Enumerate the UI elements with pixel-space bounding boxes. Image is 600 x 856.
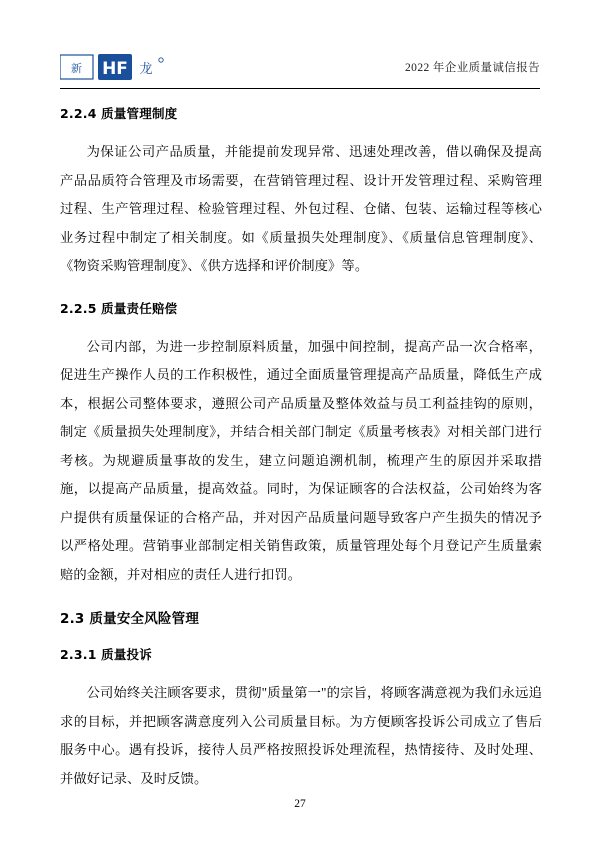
paragraph-2-2-4-1: 为保证公司产品质量，并能提前发现异常、迅速处理改善，借以确保及提高产品品质符合管理及市场需要，在营销管理过程、设计开发管理过程、采购管理过程、生产管理过程、检验管理过程、外包过程、仓储、包装、运输过程等核心业务过程中制定了相关制度。如《质量损失处理制度》、《质量信息管理制度》、《物资采购管理制度》、《供方选择和评价制度》等。 (60, 144, 542, 273)
svg-text:HF: HF (102, 59, 128, 79)
spacer (60, 281, 542, 299)
spacer (60, 122, 542, 138)
spacer (60, 589, 542, 607)
company-logo (60, 50, 170, 84)
header-divider (60, 88, 540, 89)
heading-2-2-4: 2.2.4 质量管理制度 (60, 106, 178, 121)
paragraph-2-3-1-1: 公司始终关注顾客要求，贯彻"质量第一"的宗旨，将顾客满意视为我们永远追求的目标，并把顾客满意度列入公司质量目标。为方便顾客投诉公司成立了售后服务中心。遇有投诉，接待人员严格按照投诉处理流程，热情接待、及时处理、并做好记录、及时反馈。 (60, 685, 542, 786)
page-footer (0, 798, 600, 810)
spacer (60, 663, 542, 679)
svg-text:新: 新 (71, 62, 82, 75)
header-title: 2022 年企业质量诚信报告 (405, 62, 540, 74)
svg-text:龙: 龙 (139, 62, 153, 77)
spacer (60, 317, 542, 333)
page-header (60, 48, 540, 86)
paragraph-2-2-5-1: 公司内部，为进一步控制原料质量，加强中间控制，提高产品一次合格率，促进生产操作人员的工作积极性，通过全面质量管理提高产品质量，降低生产成本，根据公司整体要求，遵照公司产品质量及整体效益与员工利益挂钩的原则，制定《质量损失处理制度》，并结合相关部门制定《质量考核表》对相关部门进行考核。为规避质量事故的发生，建立问题追溯机制，梳理产生的原因并采取措施，以提高产品质量，提高效益。同时，为保证顾客的合法权益，公司始终为客户提供有质量保证的合格产品，并对因产品质量问题导致客户产生损失的情况予以严格处理。营销事业部制定相关销售政策，质量管理处每个月登记产生质量索赔的金额，并对相应的责任人进行扣罚。 (60, 338, 542, 582)
document-body (60, 104, 542, 793)
page-number: 27 (294, 798, 306, 810)
spacer (60, 627, 542, 645)
heading-2-2-5: 2.2.5 质量责任赔偿 (60, 300, 178, 316)
heading-2-3-1: 2.3.1 质量投诉 (60, 647, 152, 662)
heading-2-3: 2.3 质量安全风险管理 (60, 611, 200, 627)
logo-icon (60, 52, 170, 82)
